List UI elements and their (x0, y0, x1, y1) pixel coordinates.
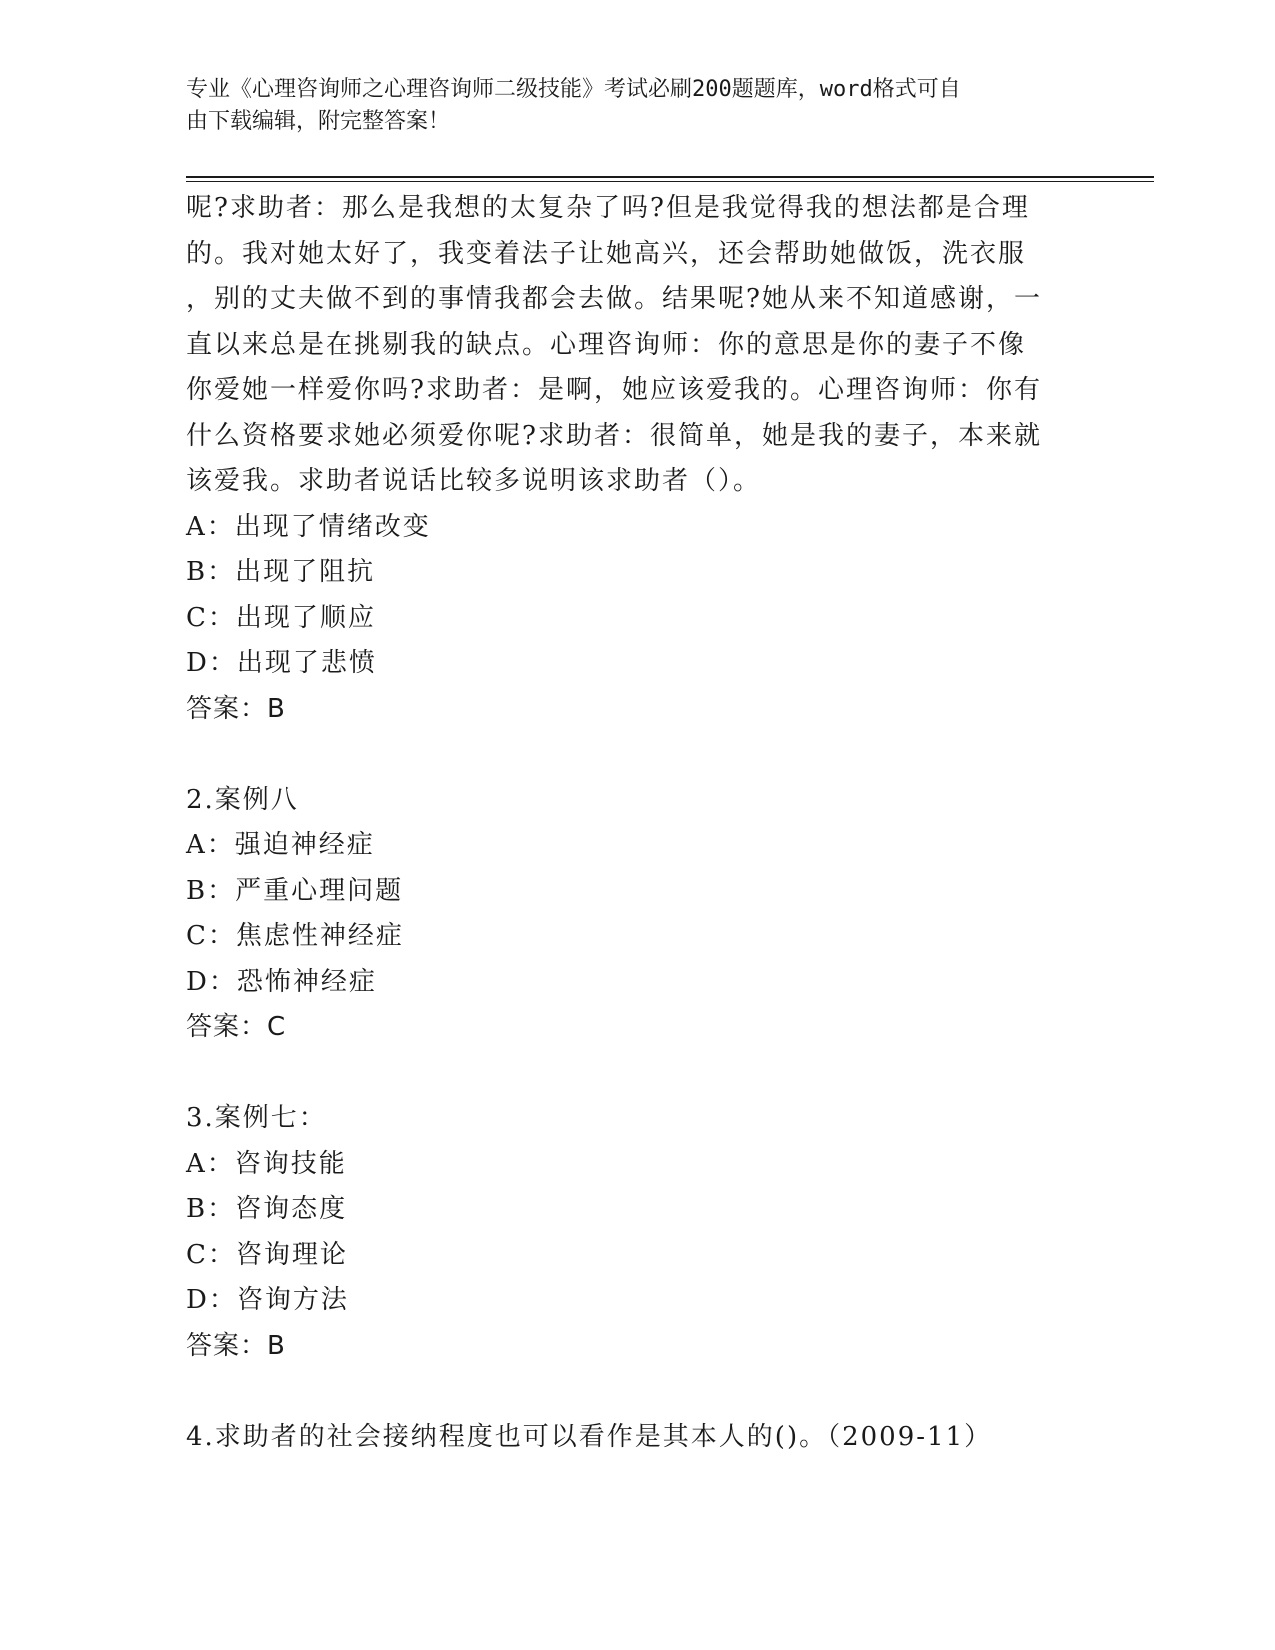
document-header (186, 74, 1066, 138)
spacer (186, 1051, 1086, 1097)
header-divider-thin (186, 181, 1154, 182)
question-stem: 2.案例八 (186, 784, 299, 815)
header-divider (186, 176, 1154, 178)
question-stem: 4.求助者的社会接纳程度也可以看作是其本人的()。（2009-11） (186, 1421, 993, 1452)
question-1 (186, 186, 1086, 732)
document-body (186, 186, 1086, 1460)
option-c: C：咨询理论 (186, 1239, 348, 1270)
question-stem-line: 呢?求助者：那么是我想的太复杂了吗?但是我觉得我的想法都是合理 (186, 193, 1030, 223)
answer-label: 答案：B (186, 1330, 286, 1361)
option-b: B：严重心理问题 (186, 875, 404, 906)
option-b: B：出现了阻抗 (186, 557, 376, 587)
option-d: D：咨询方法 (186, 1285, 349, 1315)
option-d: D：出现了悲愤 (186, 648, 377, 678)
question-stem-line: ，别的丈夫做不到的事情我都会去做。结果呢?她从来不知道感谢，一 (186, 284, 1042, 314)
option-b: B：咨询态度 (186, 1194, 348, 1224)
option-a: A：咨询技能 (186, 1148, 347, 1179)
option-a: A：出现了情绪改变 (186, 511, 431, 542)
spacer (186, 1369, 1086, 1415)
question-2 (186, 778, 1086, 1051)
option-c: C：焦虑性神经症 (186, 921, 404, 951)
option-a: A：强迫神经症 (186, 830, 375, 860)
question-stem: 3.案例七： (186, 1103, 327, 1133)
question-4 (186, 1415, 1086, 1461)
question-3 (186, 1096, 1086, 1369)
spacer (186, 732, 1086, 778)
question-stem-line: 什么资格要求她必须爱你呢?求助者：很简单，她是我的妻子，本来就 (186, 420, 1042, 451)
option-c: C：出现了顺应 (186, 602, 376, 633)
question-stem-line: 的。我对她太好了，我变着法子让她高兴，还会帮助她做饭，洗衣服 (186, 238, 1027, 269)
question-stem-line: 直以来总是在挑剔我的缺点。心理咨询师：你的意思是你的妻子不像 (186, 329, 1027, 360)
header-title-line-1: 专业《心理咨询师之心理咨询师二级技能》考试必刷200题题库，word格式可自 (186, 77, 961, 102)
question-stem-line: 该爱我。求助者说话比较多说明该求助者（）。 (186, 466, 762, 496)
question-stem-line: 你爱她一样爱你吗?求助者：是啊，她应该爱我的。心理咨询师：你有 (186, 375, 1042, 405)
option-d: D：恐怖神经症 (186, 966, 377, 997)
answer-label: 答案：B (186, 693, 286, 724)
header-title-line-2: 由下载编辑，附完整答案！ (186, 109, 451, 134)
answer-label: 答案：C (186, 1012, 287, 1042)
